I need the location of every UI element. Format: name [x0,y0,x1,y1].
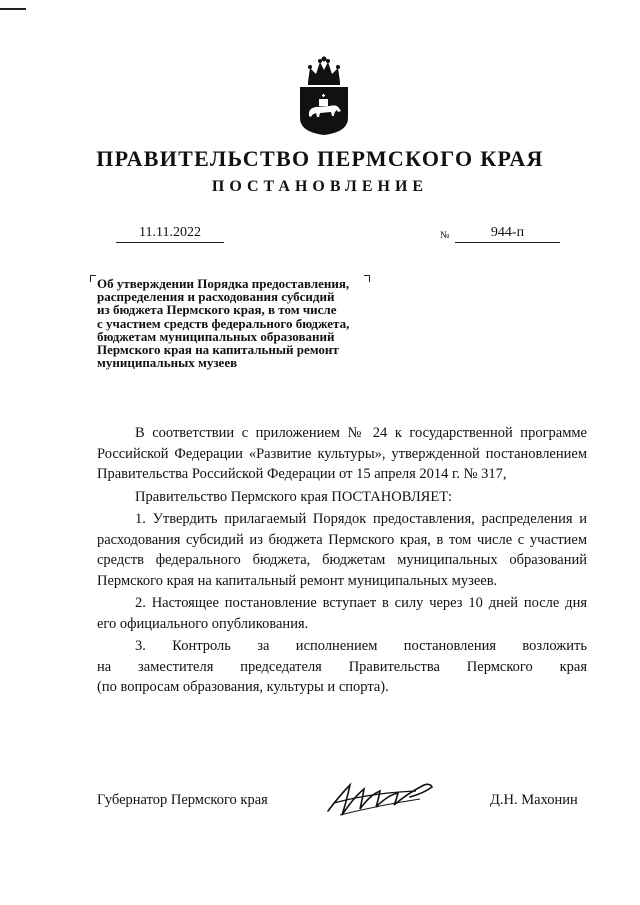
subject-line: распределения и расходования субсидий [97,289,335,305]
document-body [97,423,587,700]
subject-line: муниципальных музеев [97,355,238,371]
document-number: 944-п [455,225,560,243]
preamble-paragraph: В соответствии с приложением № 24 к государственной программе Российской Федерации «Развитие культуры», утвержденной постановлением Правительства Российской Федерации от 15 апреля 2014 г. № 317, [97,425,587,482]
corner-mark [0,0,26,10]
item-1-paragraph: 1. Утвердить прилагаемый Порядок предоставления, распределения и расходования субсидий из бюджета Пермского края, в том числе с участием средств федерального бюджета, бюджетам муниципальных образований Пермского края на капитальный ремонт муниципальных музеев. [97,511,587,589]
number-label: № [440,230,450,241]
government-title: ПРАВИТЕЛЬСТВО ПЕРМСКОГО КРАЯ [96,146,544,171]
subject-line: Об утверждении Порядка предоставления, [97,276,350,291]
subject-line: бюджетам муниципальных образований [97,328,335,344]
subject-line: с участием средств федерального бюджета, [97,315,350,331]
document-subject [97,277,407,369]
item-2-paragraph: 2. Настоящее постановление вступает в силу через 10 дней после дня его официального опубликования. [97,595,587,632]
subject-line: Пермского края на капитальный ремонт [97,342,339,358]
item-3-line: (по вопросам образования, культуры и спорта). [97,679,389,695]
perm-krai-coat-of-arms-icon [296,56,352,136]
subject-bracket-left [90,275,96,282]
item-3-line: 3. Контроль за исполнением постановления возложить [135,638,587,654]
subject-line: из бюджета Пермского края, в том числе [97,302,337,318]
document-date: 11.11.2022 [116,225,224,243]
signatory-name: Д.Н. Махонин [490,792,578,808]
resolves-paragraph: Правительство Пермского края ПОСТАНОВЛЯЕТ: [135,488,453,505]
document-type: ПОСТАНОВЛЕНИЕ [211,178,429,195]
signatory-position: Губернатор Пермского края [97,792,268,808]
item-3-line: на заместителя председателя Правительства Пермского края [97,658,587,675]
handwritten-signature [320,775,440,820]
item-3-paragraph [97,636,587,698]
